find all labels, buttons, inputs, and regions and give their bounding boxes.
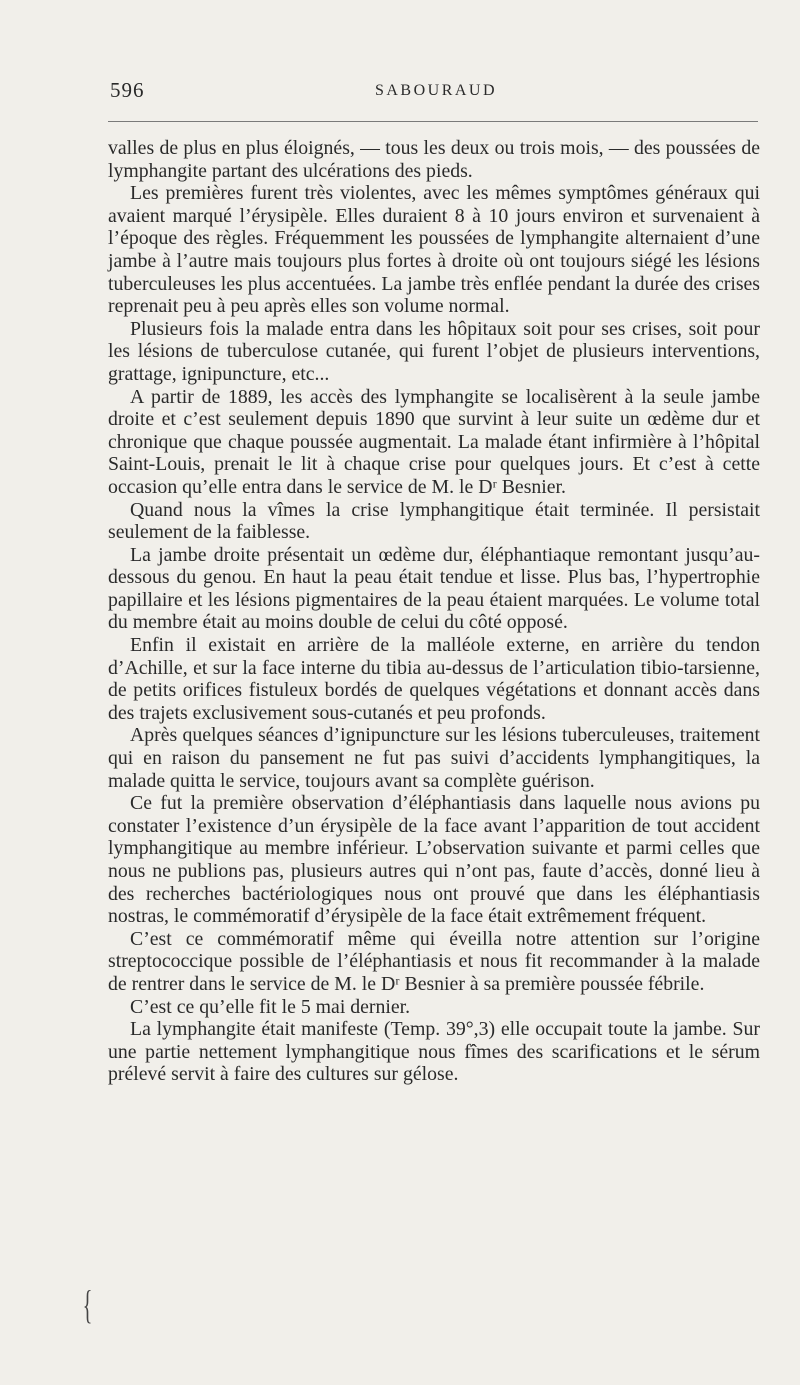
header-rule <box>108 121 758 122</box>
paragraph: Les premières furent très violentes, avec les mêmes symptômes généraux qui avaient marqué l’érysipèle. Elles duraient 8 à 10 jours environ et survenaient à l’époque des règles. Fréquemment les poussées de lymphangite alternaient d’une jambe à l’autre mais toujours plus fortes à droite où ont toujours siégé les lésions tuberculeuses les plus accentuées. La jambe très enflée pendant la durée des crises reprenait peu à peu après elles son volume normal. <box>108 182 760 318</box>
body-text <box>108 137 760 1086</box>
paragraph: A partir de 1889, les accès des lymphangite se localisèrent à la seule jambe droite et c’est seulement depuis 1890 que survint à leur suite un œdème dur et chronique que chaque poussée augmentait. La malade étant infirmière à l’hôpital Saint-Louis, prenait le lit à chaque crise pour quelques jours. Et c’est à cette occasion qu’elle entra dans le service de M. le Dʳ Besnier. <box>108 385 760 498</box>
paragraph: Après quelques séances d’ignipuncture sur les lésions tuberculeuses, traitement qui en raison du pansement ne fut pas suivi d’accidents lymphangitiques, la malade quitta le service, toujours avant sa complète guérison. <box>108 724 760 792</box>
paragraph: valles de plus en plus éloignés, — tous les deux ou trois mois, — des poussées de lymphangite partant des ulcérations des pieds. <box>108 137 760 182</box>
paragraph: Ce fut la première observation d’éléphantiasis dans laquelle nous avions pu constater l’existence d’un érysipèle de la face avant l’apparition de tout accident lymphangitique au membre inférieur. L’observation suivante et parmi celles que nous ne publions pas, plusieurs autres qui n’ont pas, faute d’accès, donné lieu à des recherches bactériologiques nous ont prouvé que dans les éléphantiasis nostras, le commémoratif d’érysipèle de la face était extrêmement fréquent. <box>108 792 760 928</box>
page-number: 596 <box>110 78 145 102</box>
paragraph: Plusieurs fois la malade entra dans les hôpitaux soit pour ses crises, soit pour les lésions de tuberculose cutanée, qui furent l’objet de plusieurs interventions, grattage, ignipuncture, etc... <box>108 317 760 385</box>
paragraph: La lymphangite était manifeste (Temp. 39°,3) elle occupait toute la jambe. Sur une partie nettement lymphangitique nous fîmes des scarifications et le sérum prélevé servit à faire des cultures sur gélose. <box>108 1018 760 1086</box>
running-head: SABOURAUD <box>374 82 498 99</box>
paragraph: La jambe droite présentait un œdème dur, éléphantiaque remontant jusqu’au-dessous du genou. En haut la peau était tendue et lisse. Plus bas, l’hypertrophie papillaire et les lésions pigmentaires de la peau étaient marquées. Le volume total du membre était au moins double de celui du côté opposé. <box>108 543 760 634</box>
margin-brace-mark: { <box>82 1282 93 1327</box>
paragraph: Quand nous la vîmes la crise lymphangitique était terminée. Il persistait seulement de la faiblesse. <box>108 498 760 544</box>
page-header <box>110 78 762 108</box>
paragraph: Enfin il existait en arrière de la malléole externe, en arrière du tendon d’Achille, et sur la face interne du tibia au-dessus de l’articulation tibio-tarsienne, de petits orifices fistuleux bordés de quelques végétations et donnant accès dans des trajets exclusivement sous-cutanés et peu profonds. <box>108 634 760 724</box>
paragraph: C’est ce commémoratif même qui éveilla notre attention sur l’origine streptococcique possible de l’éléphantiasis et nous fit recommander à la malade de rentrer dans le service de M. le Dʳ Besnier à sa première poussée fébrile. <box>108 927 760 995</box>
paragraph: C’est ce qu’elle fit le 5 mai dernier. <box>130 995 411 1018</box>
